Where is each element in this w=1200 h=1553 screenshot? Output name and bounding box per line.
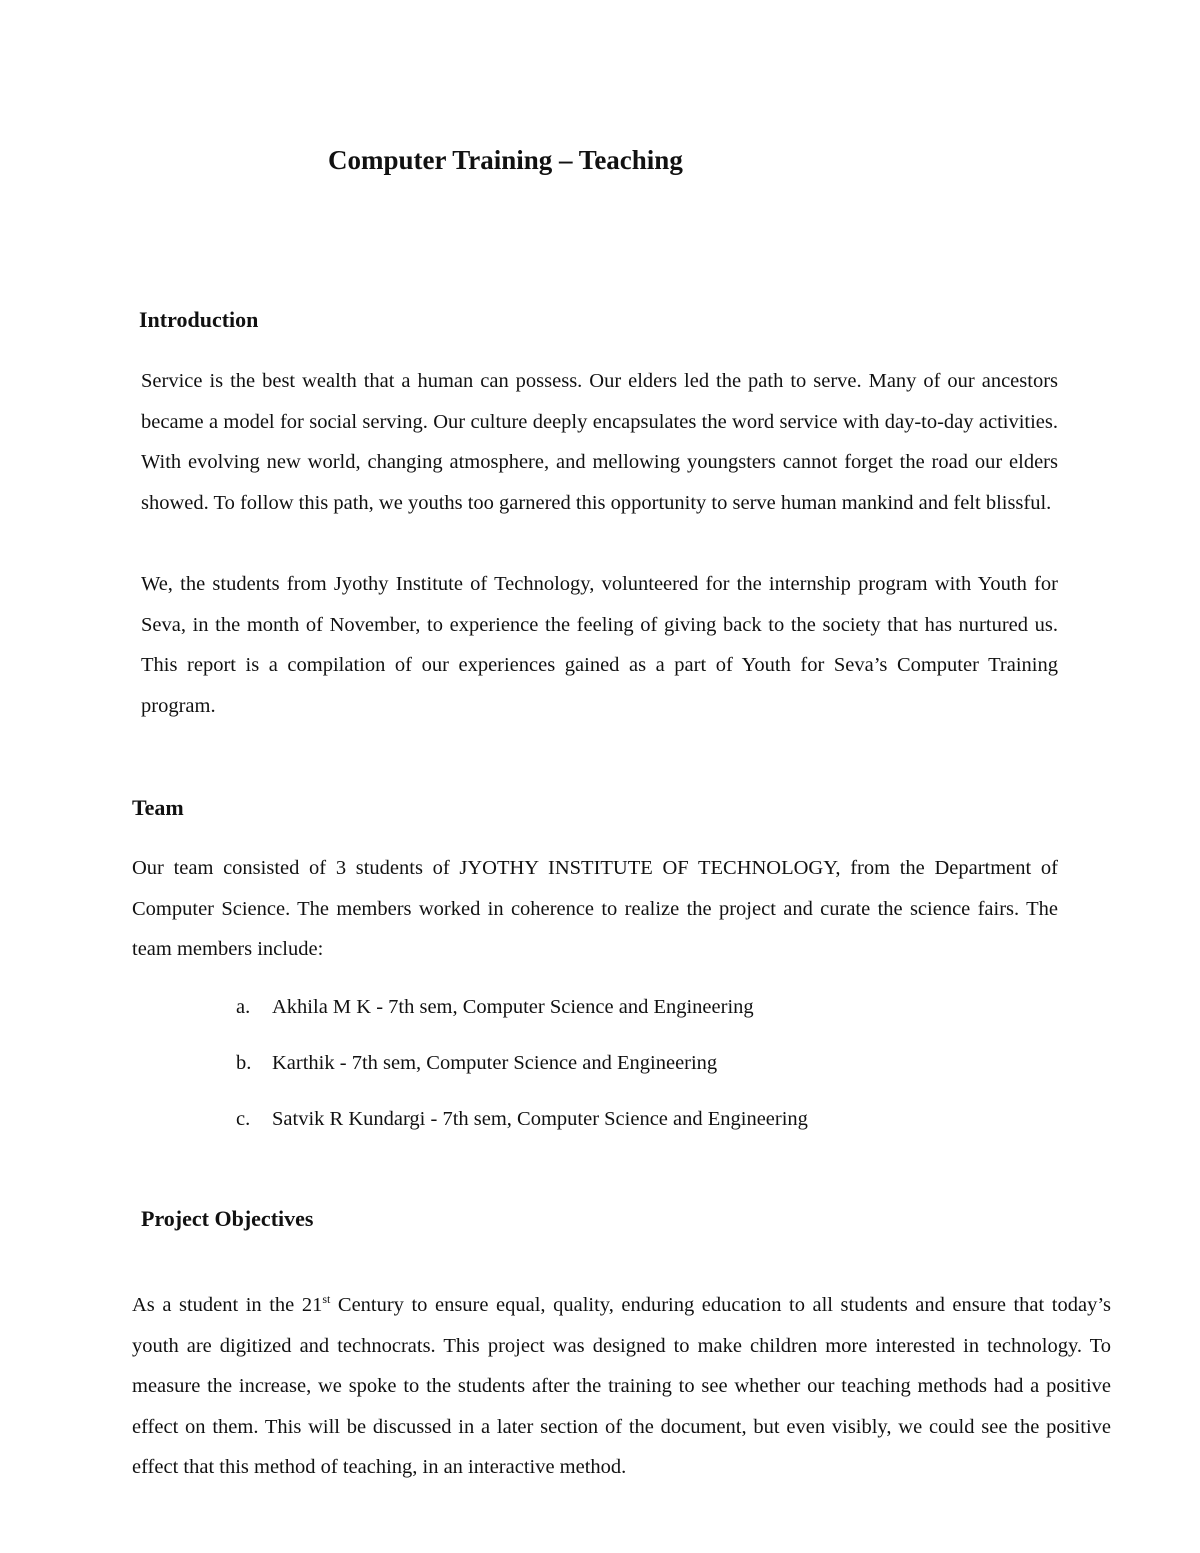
objectives-text-start: As a student in the 21	[132, 1294, 323, 1316]
ordinal-superscript: st	[322, 1292, 331, 1306]
introduction-paragraph-1: Service is the best wealth that a human can possess. Our elders led the path to serve. Many of our ancestors became a model for social serving. Our culture deeply encapsulates the word service with day-to-day activities. With evolving new world, changing atmosphere, and mellowing youngsters cannot forget the road our elders showed. To follow this path, we youths too garnered this opportunity to serve human mankind and felt blissful.	[141, 370, 1058, 514]
list-marker: a.	[236, 996, 251, 1018]
team-heading: Team	[132, 795, 184, 820]
team-member-item	[236, 1099, 808, 1155]
objectives-text-rest: Century to ensure equal, quality, enduring education to all students and ensure that today’s youth are digitized and technocrats. This project was designed to make children more interested in technology. To measure the increase, we spoke to the students after the training to see whether our teaching methods had a positive effect on them. This will be discussed in a later section of the document, but even visibly, we could see the positive effect that this method of teaching, in an interactive method.	[132, 1294, 1111, 1479]
list-marker: b.	[236, 1052, 252, 1074]
project-objectives-paragraph	[132, 1285, 1111, 1488]
team-member-text: Karthik - 7th sem, Computer Science and Engineering	[272, 1052, 718, 1074]
project-objectives-heading: Project Objectives	[141, 1206, 314, 1231]
document-title: Computer Training – Teaching	[328, 145, 683, 175]
team-member-text: Akhila M K - 7th sem, Computer Science and Engineering	[272, 996, 754, 1018]
introduction-paragraph-2: We, the students from Jyothy Institute of Technology, volunteered for the internship program with Youth for Seva, in the month of November, to experience the feeling of giving back to the society that has nurtured us. This report is a compilation of our experiences gained as a part of Youth for Seva’s Computer Training program.	[141, 573, 1058, 717]
team-member-item	[236, 1043, 808, 1099]
team-member-item	[236, 987, 808, 1043]
introduction-heading: Introduction	[139, 307, 259, 332]
team-member-list	[236, 987, 808, 1155]
list-marker: c.	[236, 1108, 251, 1130]
team-paragraph: Our team consisted of 3 students of JYOTHY INSTITUTE OF TECHNOLOGY, from the Department of Computer Science. The members worked in coherence to realize the project and curate the science fairs. The team members include:	[132, 857, 1058, 961]
team-member-text: Satvik R Kundargi - 7th sem, Computer Science and Engineering	[272, 1108, 808, 1130]
